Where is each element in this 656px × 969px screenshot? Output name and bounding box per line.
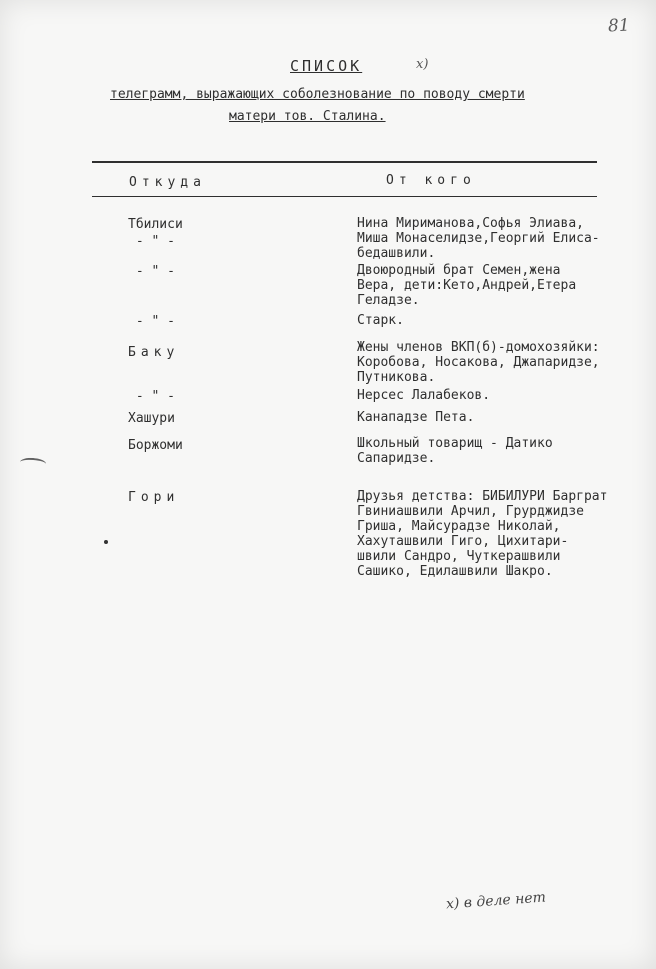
row-from-where: - " - <box>128 234 175 249</box>
row-from-whom: Нерсес Лалабеков. <box>357 388 491 403</box>
row-from-where: Хашури <box>128 411 175 426</box>
row-from-where: Гори <box>128 490 180 505</box>
row-from-where: - " - <box>128 264 175 279</box>
column-header-from-where: Откуда <box>129 175 206 190</box>
row-from-where: Тбилиси <box>128 217 183 232</box>
row-from-where: - " - <box>128 314 175 329</box>
ink-dot <box>104 540 108 544</box>
document-title: СПИСОК <box>290 57 363 75</box>
row-from-where: - " - <box>128 389 175 404</box>
row-from-where: Боржоми <box>128 438 183 453</box>
row-from-whom: Двоюродный брат Семен,жена Вера, дети:Кето,Андрей,Етера Геладзе. <box>357 263 577 308</box>
margin-pen-mark <box>20 457 47 469</box>
table-header-rule <box>92 196 597 197</box>
row-from-whom: Старк. <box>357 313 404 328</box>
subtitle-line-2: матери тов. Сталина. <box>229 109 386 124</box>
page-number: 81 <box>607 15 631 37</box>
subtitle-line-1: телеграмм, выражающих соболезнование по поводу смерти <box>110 87 525 102</box>
column-header-from-whom: От кого <box>386 173 476 188</box>
row-from-whom: Друзья детства: БИБИЛУРИ Барграт Гвиниашвили Арчил, Грурджидзе Гриша, Майсурадзе Николай, Хахуташвили Гиго, Цихитари- швили Сандро, Чуткерашвили Сашико, Едилашвили Шакро. <box>357 489 608 579</box>
handwritten-footnote: х) в деле нет <box>445 889 547 913</box>
row-from-whom: Школьный товарищ - Датико Сапаридзе. <box>357 436 553 466</box>
row-from-whom: Нина Мириманова,Софья Элиава, Миша Монаселидзе,Георгий Елиса- бедашвили. <box>357 216 600 261</box>
row-from-where: Баку <box>128 345 180 360</box>
row-from-whom: Канападзе Пета. <box>357 410 475 425</box>
title-footnote-mark: х) <box>416 57 429 72</box>
table-top-rule <box>92 161 597 163</box>
row-from-whom: Жены членов ВКП(б)-домохозяйки: Коробова, Носакова, Джапаридзе, Путникова. <box>357 340 600 385</box>
